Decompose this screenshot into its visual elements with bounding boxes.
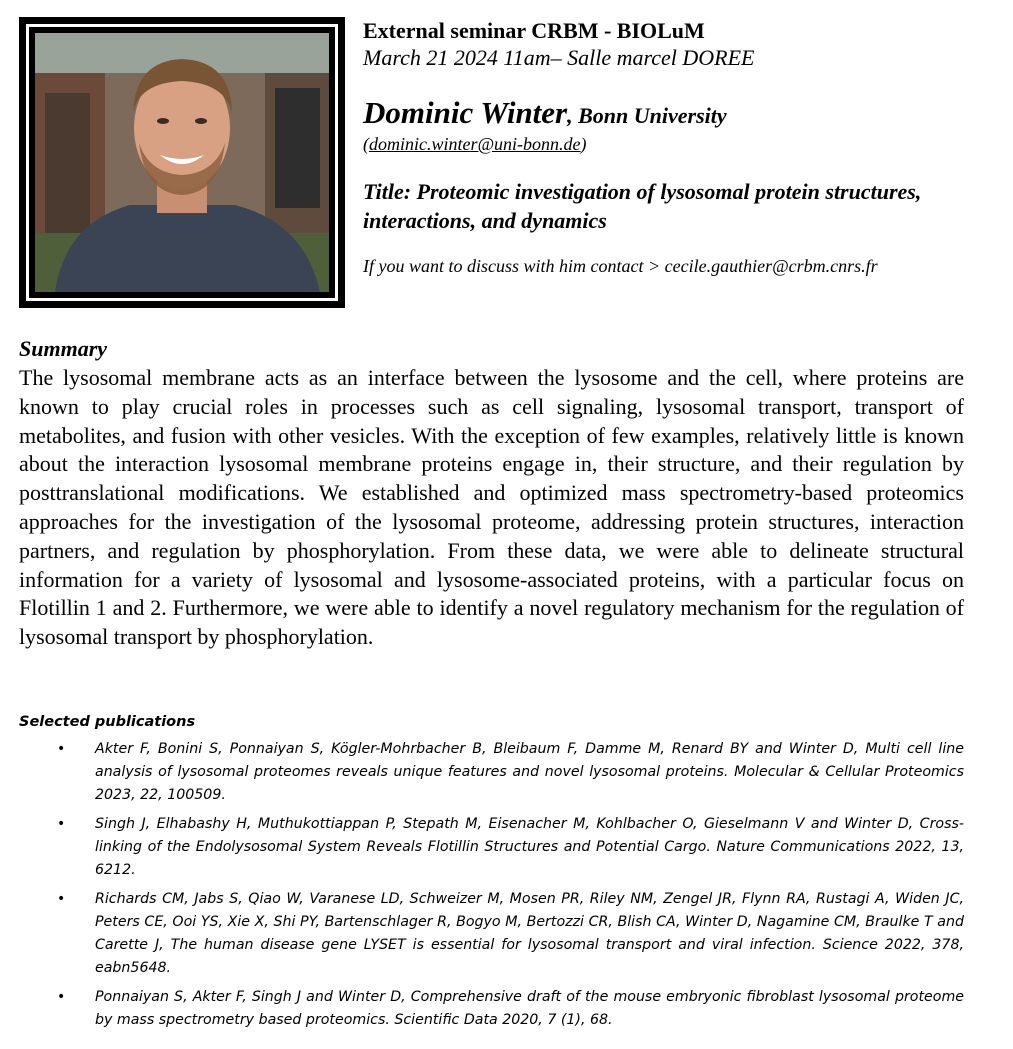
- seminar-title: External seminar CRBM - BIOLuM: [363, 18, 705, 43]
- email-close-paren: ): [580, 134, 587, 154]
- publication-text: Singh J, Elhabashy H, Muthukottiappan P, Stepath M, Eisenacher M, Kohlbacher O, Gieselmann V and Winter D, Cross-linking of the Endolysosomal System Reveals Flotillin Structures and Potential Cargo. Nature Communications 2022, 13, 6212.: [95, 816, 964, 878]
- speaker-photo-frame: [19, 17, 345, 308]
- publications-list: [19, 738, 964, 1038]
- speaker-photo: [35, 33, 329, 292]
- publication-item: [19, 813, 964, 882]
- talk-title: Title: Proteomic investigation of lysosomal protein structures, interactions, and dynamics: [363, 179, 922, 233]
- publication-text: Ponnaiyan S, Akter F, Singh J and Winter D, Comprehensive draft of the mouse embryonic fibroblast lysosomal proteome by mass spectrometry based proteomics. Scientific Data 2020, 7 (1), 68.: [95, 989, 964, 1028]
- photo-inner-border: [26, 24, 338, 301]
- speaker-email-link[interactable]: dominic.winter@uni-bonn.de: [369, 134, 581, 154]
- seminar-header: [363, 17, 1003, 277]
- summary-heading: Summary: [19, 336, 108, 361]
- speaker-affiliation: , Bonn University: [567, 103, 727, 128]
- bullet-icon: •: [57, 741, 66, 757]
- publication-item: [19, 888, 964, 980]
- publications-heading: Selected publications: [19, 714, 196, 730]
- contact-line: If you want to discuss with him contact > cecile.gauthier@crbm.cnrs.fr: [363, 256, 878, 276]
- email-open-paren: (: [363, 134, 369, 154]
- bullet-icon: •: [57, 989, 66, 1005]
- bullet-icon: •: [57, 891, 66, 907]
- speaker-email-line: [363, 133, 1003, 155]
- seminar-date: March 21 2024 11am– Salle marcel DOREE: [363, 45, 755, 70]
- bullet-icon: •: [57, 816, 66, 832]
- publication-item: [19, 986, 964, 1032]
- publication-text: Richards CM, Jabs S, Qiao W, Varanese LD, Schweizer M, Mosen PR, Riley NM, Zengel JR, Flynn RA, Rustagi A, Widen JC, Peters CE, Ooi YS, Xie X, Shi PY, Bartenschlager R, Bogyo M, Bertozzi CR, Blish CA, Winter D, Nagamine CM, Braulke T and Carette J, The human disease gene LYSET is essential for lysosomal transport and viral infection. Science 2022, 378, eabn5648.: [95, 891, 964, 976]
- summary-body: The lysosomal membrane acts as an interface between the lysosome and the cell, where proteins are known to play crucial roles in processes such as cell signaling, lysosomal transport, transport of metabolites, and fusion with other vesicles. With the exception of few examples, relatively little is known about the interaction lysosomal membrane proteins engage in, their structure, and their regulation by posttranslational modifications. We established and optimized mass spectrometry-based proteomics approaches for the investigation of the lysosomal proteome, addressing protein structures, interaction partners, and regulation by phosphorylation. From these data, we were able to delineate structural information for a variety of lysosomal and lysosome-associated proteins, with a particular focus on Flotillin 1 and 2. Furthermore, we were able to identify a novel regulatory mechanism for the regulation of lysosomal transport by phosphorylation.: [19, 365, 964, 650]
- speaker-name: Dominic Winter: [363, 95, 568, 130]
- speaker-line: [363, 95, 1003, 131]
- publication-text: Akter F, Bonini S, Ponnaiyan S, Kögler-Mohrbacher B, Bleibaum F, Damme M, Renard BY and Winter D, Multi cell line analysis of lysosomal proteomes reveals unique features and novel lysosomal proteins. Molecular & Cellular Proteomics 2023, 22, 100509.: [95, 741, 964, 803]
- publication-item: [19, 738, 964, 807]
